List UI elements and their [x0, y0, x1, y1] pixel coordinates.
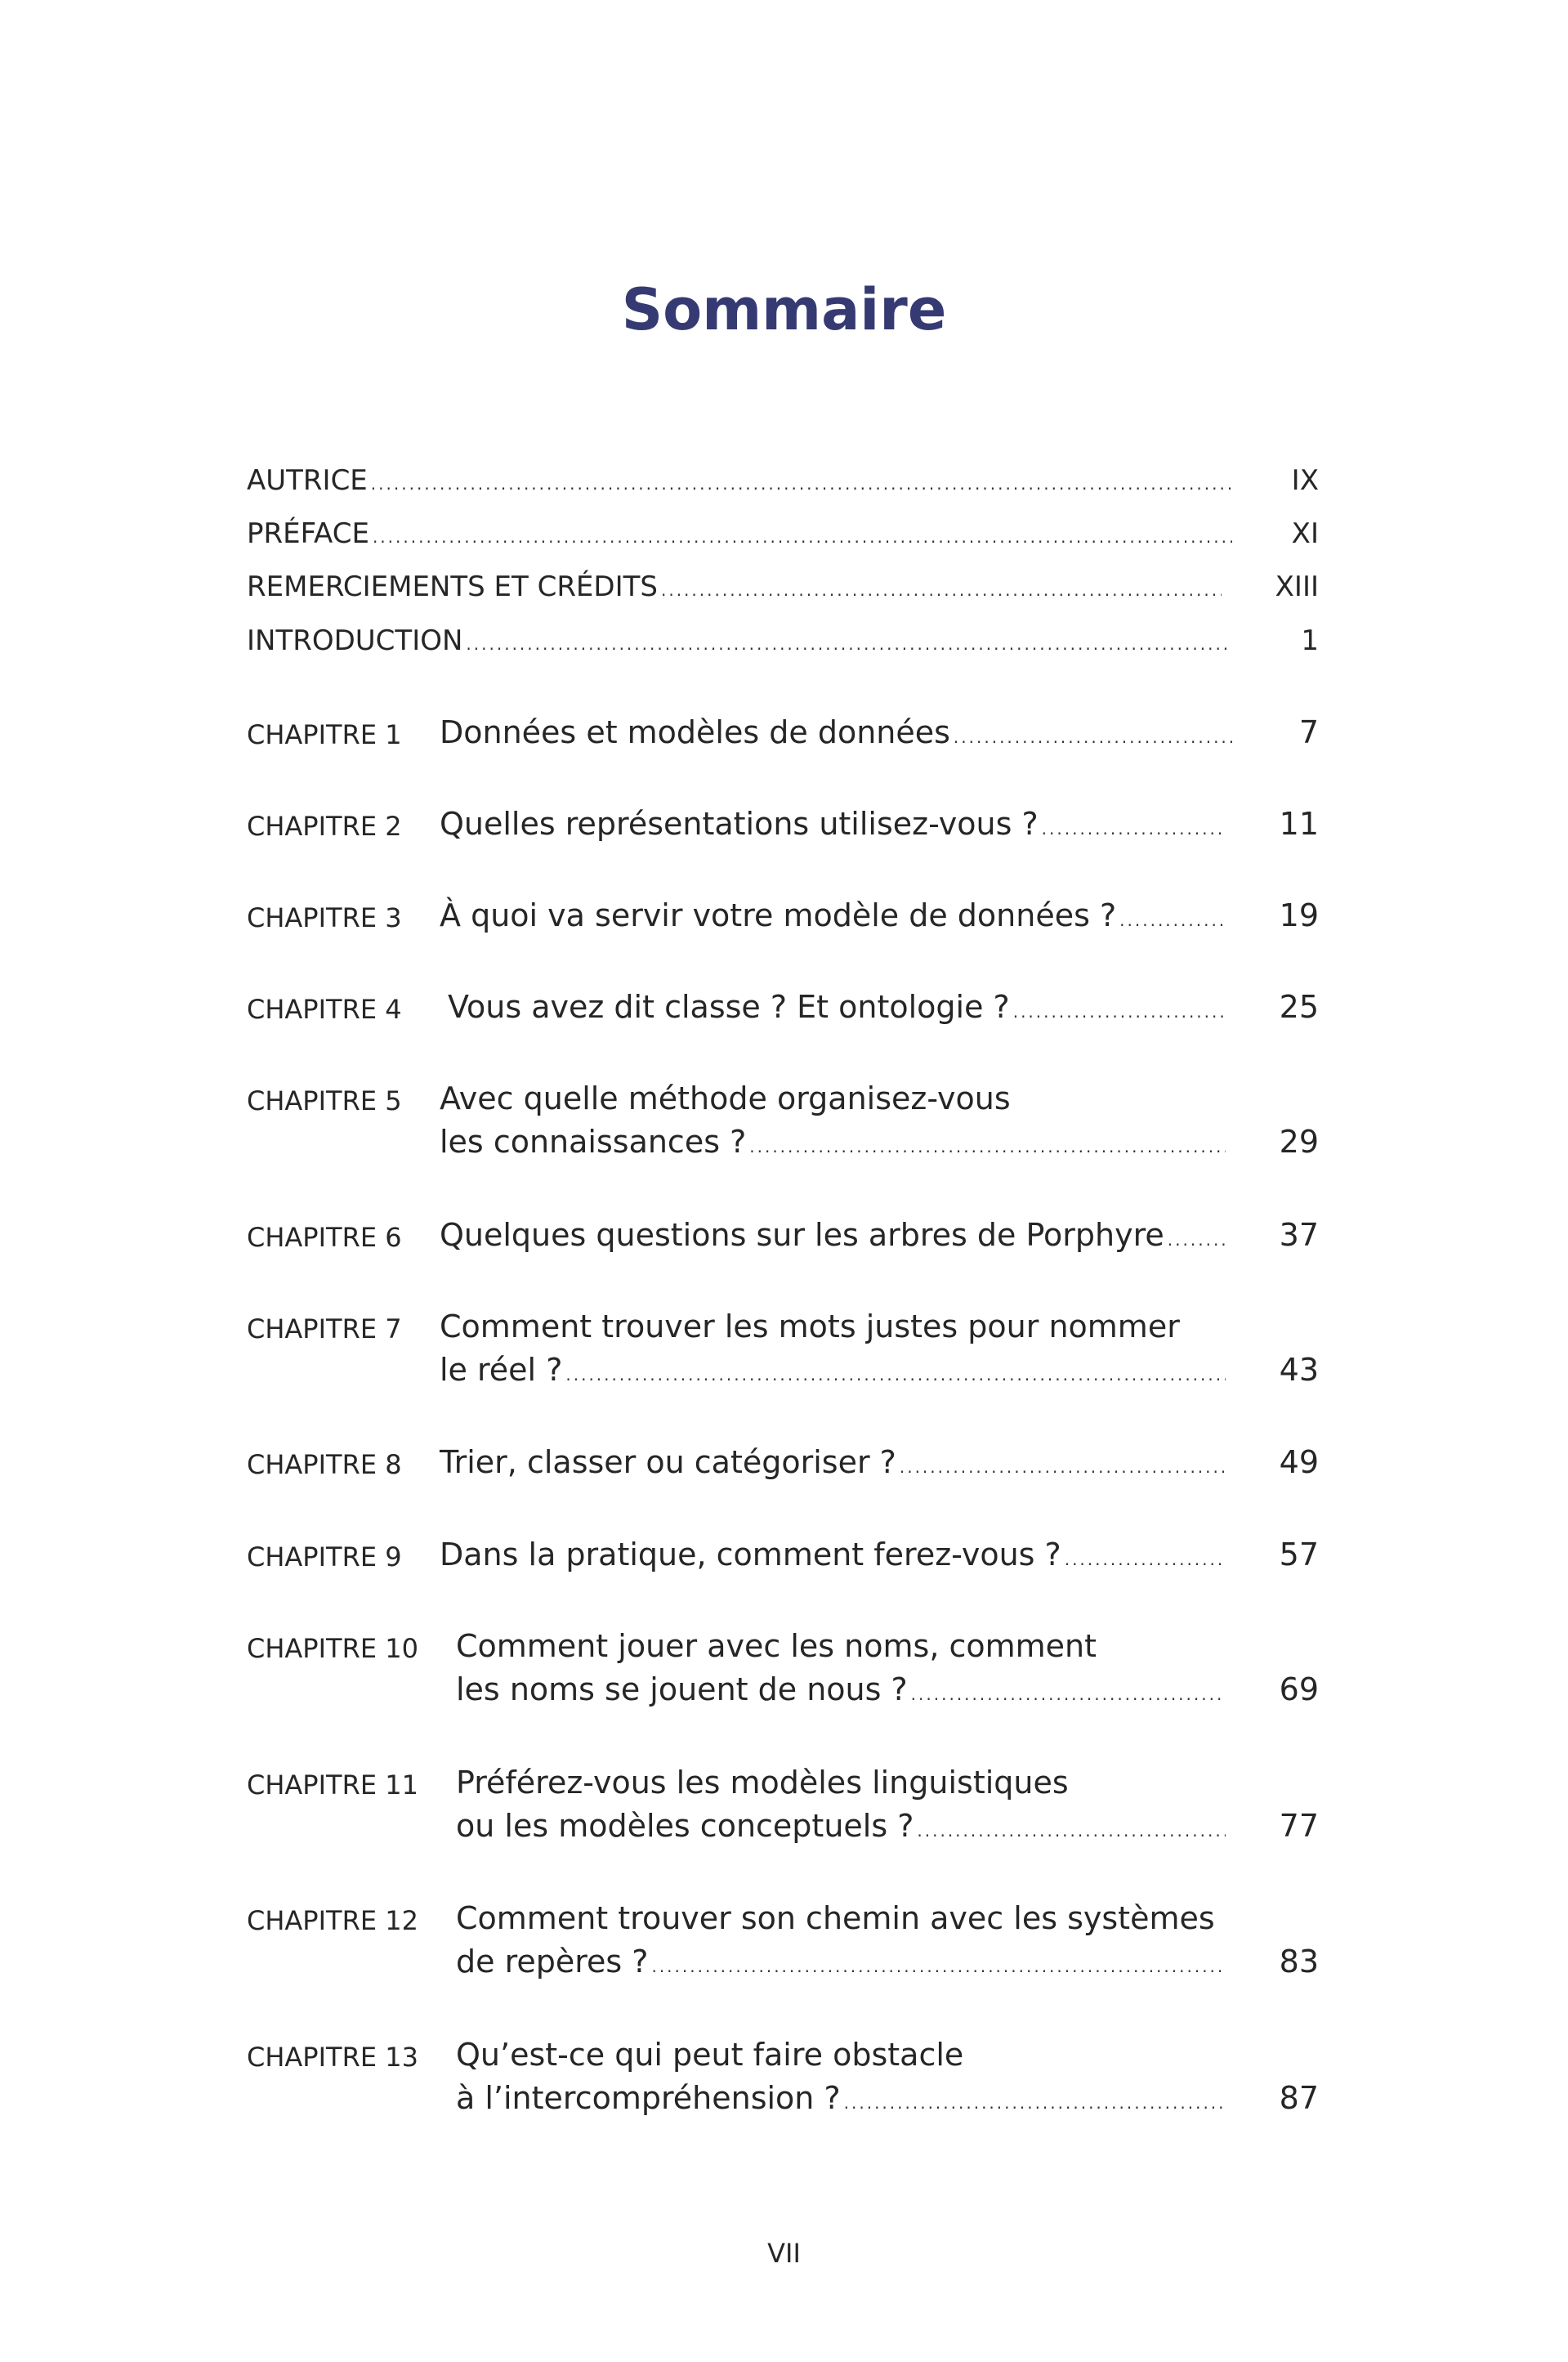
toc-entry-chapter-10[interactable] — [456, 1671, 1319, 1707]
chapter-title-line1: Avec quelle méthode organisez-vous — [440, 1080, 1011, 1116]
chapter-label: CHAPITRE 9 — [247, 1541, 402, 1572]
leader-dots — [466, 634, 1232, 654]
leader-dots — [749, 1137, 1225, 1156]
chapter-label: CHAPITRE 12 — [247, 1905, 418, 1936]
chapter-title: de repères ? — [456, 1944, 649, 1980]
toc-entry-label: INTRODUCTION — [247, 624, 463, 657]
leader-dots — [1013, 1002, 1226, 1022]
chapter-label: CHAPITRE 5 — [247, 1085, 402, 1116]
toc-entry-label: AUTRICE — [247, 464, 368, 497]
chapter-label: CHAPITRE 3 — [247, 902, 402, 933]
chapter-title: les noms se jouent de nous ? — [456, 1671, 908, 1707]
toc-entry-page: IX — [1291, 464, 1319, 497]
toc-entry-page: 11 — [1279, 806, 1319, 842]
leader-dots — [371, 474, 1232, 494]
chapter-title-line1: Préférez-vous les modèles linguistiques — [456, 1765, 1069, 1801]
chapter-title: Quelques questions sur les arbres de Porphyre — [440, 1217, 1164, 1253]
chapter-label: CHAPITRE 8 — [247, 1449, 402, 1480]
toc-entry-page: 43 — [1279, 1352, 1319, 1388]
toc-entry-chapter-9[interactable] — [440, 1537, 1319, 1572]
chapter-label: CHAPITRE 13 — [247, 2042, 418, 2073]
toc-entry-chapter-11[interactable] — [456, 1808, 1319, 1844]
chapter-title: Dans la pratique, comment ferez-vous ? — [440, 1537, 1061, 1572]
toc-entry-page: 57 — [1279, 1537, 1319, 1572]
toc-entry-page: 49 — [1279, 1444, 1319, 1480]
leader-dots — [1168, 1230, 1226, 1250]
chapter-label: CHAPITRE 2 — [247, 811, 402, 842]
toc-entry-chapter-1[interactable] — [440, 714, 1319, 750]
chapter-title: Données et modèles de données — [440, 714, 950, 750]
leader-dots — [844, 2093, 1226, 2113]
toc-entry-chapter-8[interactable] — [440, 1444, 1319, 1480]
leader-dots — [917, 1821, 1225, 1841]
toc-entry-page: 1 — [1301, 624, 1319, 657]
chapter-title: ou les modèles conceptuels ? — [456, 1808, 914, 1844]
leader-dots — [565, 1365, 1225, 1385]
toc-entry-page: XIII — [1275, 570, 1319, 603]
chapter-title: à l’intercompréhension ? — [456, 2080, 841, 2116]
chapter-title-line1: Comment trouver les mots justes pour nommer — [440, 1308, 1180, 1344]
toc-entry-page: 87 — [1279, 2080, 1319, 2116]
toc-entry-preface[interactable] — [247, 517, 1319, 550]
leader-dots — [900, 1457, 1226, 1477]
chapter-title: À quoi va servir votre modèle de données ? — [440, 897, 1117, 933]
chapter-title: Vous avez dit classe ? Et ontologie ? — [448, 989, 1010, 1025]
toc-entry-page: 83 — [1279, 1944, 1319, 1980]
chapter-title: les connaissances ? — [440, 1124, 747, 1160]
chapter-title-line1: Qu’est-ce qui peut faire obstacle — [456, 2037, 964, 2073]
leader-dots — [373, 527, 1232, 547]
toc-entry-page: XI — [1291, 517, 1319, 550]
toc-entry-chapter-4[interactable] — [448, 989, 1319, 1025]
chapter-title: le réel ? — [440, 1352, 563, 1388]
toc-entry-chapter-5[interactable] — [440, 1124, 1319, 1160]
toc-entry-label: REMERCIEMENTS ET CRÉDITS — [247, 570, 658, 603]
leader-dots — [1042, 819, 1226, 839]
chapter-label: CHAPITRE 10 — [247, 1633, 418, 1664]
chapter-title: Quelles représentations utilisez-vous ? — [440, 806, 1039, 842]
leader-dots — [1119, 910, 1225, 930]
chapter-title-line1: Comment jouer avec les noms, comment — [456, 1628, 1097, 1664]
toc-entry-remerciements[interactable] — [247, 570, 1319, 603]
chapter-title: Trier, classer ou catégoriser ? — [440, 1444, 896, 1480]
toc-entry-page: 77 — [1279, 1808, 1319, 1844]
page-number: VII — [767, 2238, 801, 2269]
toc-entry-page: 25 — [1279, 989, 1319, 1025]
toc-entry-page: 37 — [1279, 1217, 1319, 1253]
chapter-label: CHAPITRE 6 — [247, 1222, 402, 1253]
leader-dots — [911, 1684, 1226, 1704]
leader-dots — [651, 1957, 1225, 1976]
chapter-title-line1: Comment trouver son chemin avec les systèmes — [456, 1900, 1215, 1936]
toc-entry-page: 19 — [1279, 897, 1319, 933]
toc-entry-page: 7 — [1298, 714, 1319, 750]
chapter-label: CHAPITRE 7 — [247, 1313, 402, 1344]
toc-entry-chapter-13[interactable] — [456, 2080, 1319, 2116]
chapter-label: CHAPITRE 11 — [247, 1769, 418, 1801]
toc-entry-autrice[interactable] — [247, 464, 1319, 497]
toc-entry-label: PRÉFACE — [247, 517, 369, 550]
toc-entry-page: 29 — [1279, 1124, 1319, 1160]
leader-dots — [954, 727, 1232, 747]
leader-dots — [661, 580, 1222, 600]
toc-entry-chapter-7[interactable] — [440, 1352, 1319, 1388]
toc-entry-chapter-6[interactable] — [440, 1217, 1319, 1253]
chapter-label: CHAPITRE 1 — [247, 719, 402, 750]
toc-entry-page: 69 — [1279, 1671, 1319, 1707]
toc-entry-introduction[interactable] — [247, 624, 1319, 657]
toc-entry-chapter-3[interactable] — [440, 897, 1319, 933]
chapter-label: CHAPITRE 4 — [247, 994, 402, 1025]
page-title: Sommaire — [621, 276, 947, 343]
toc-entry-chapter-2[interactable] — [440, 806, 1319, 842]
leader-dots — [1065, 1550, 1226, 1569]
toc-entry-chapter-12[interactable] — [456, 1944, 1319, 1980]
